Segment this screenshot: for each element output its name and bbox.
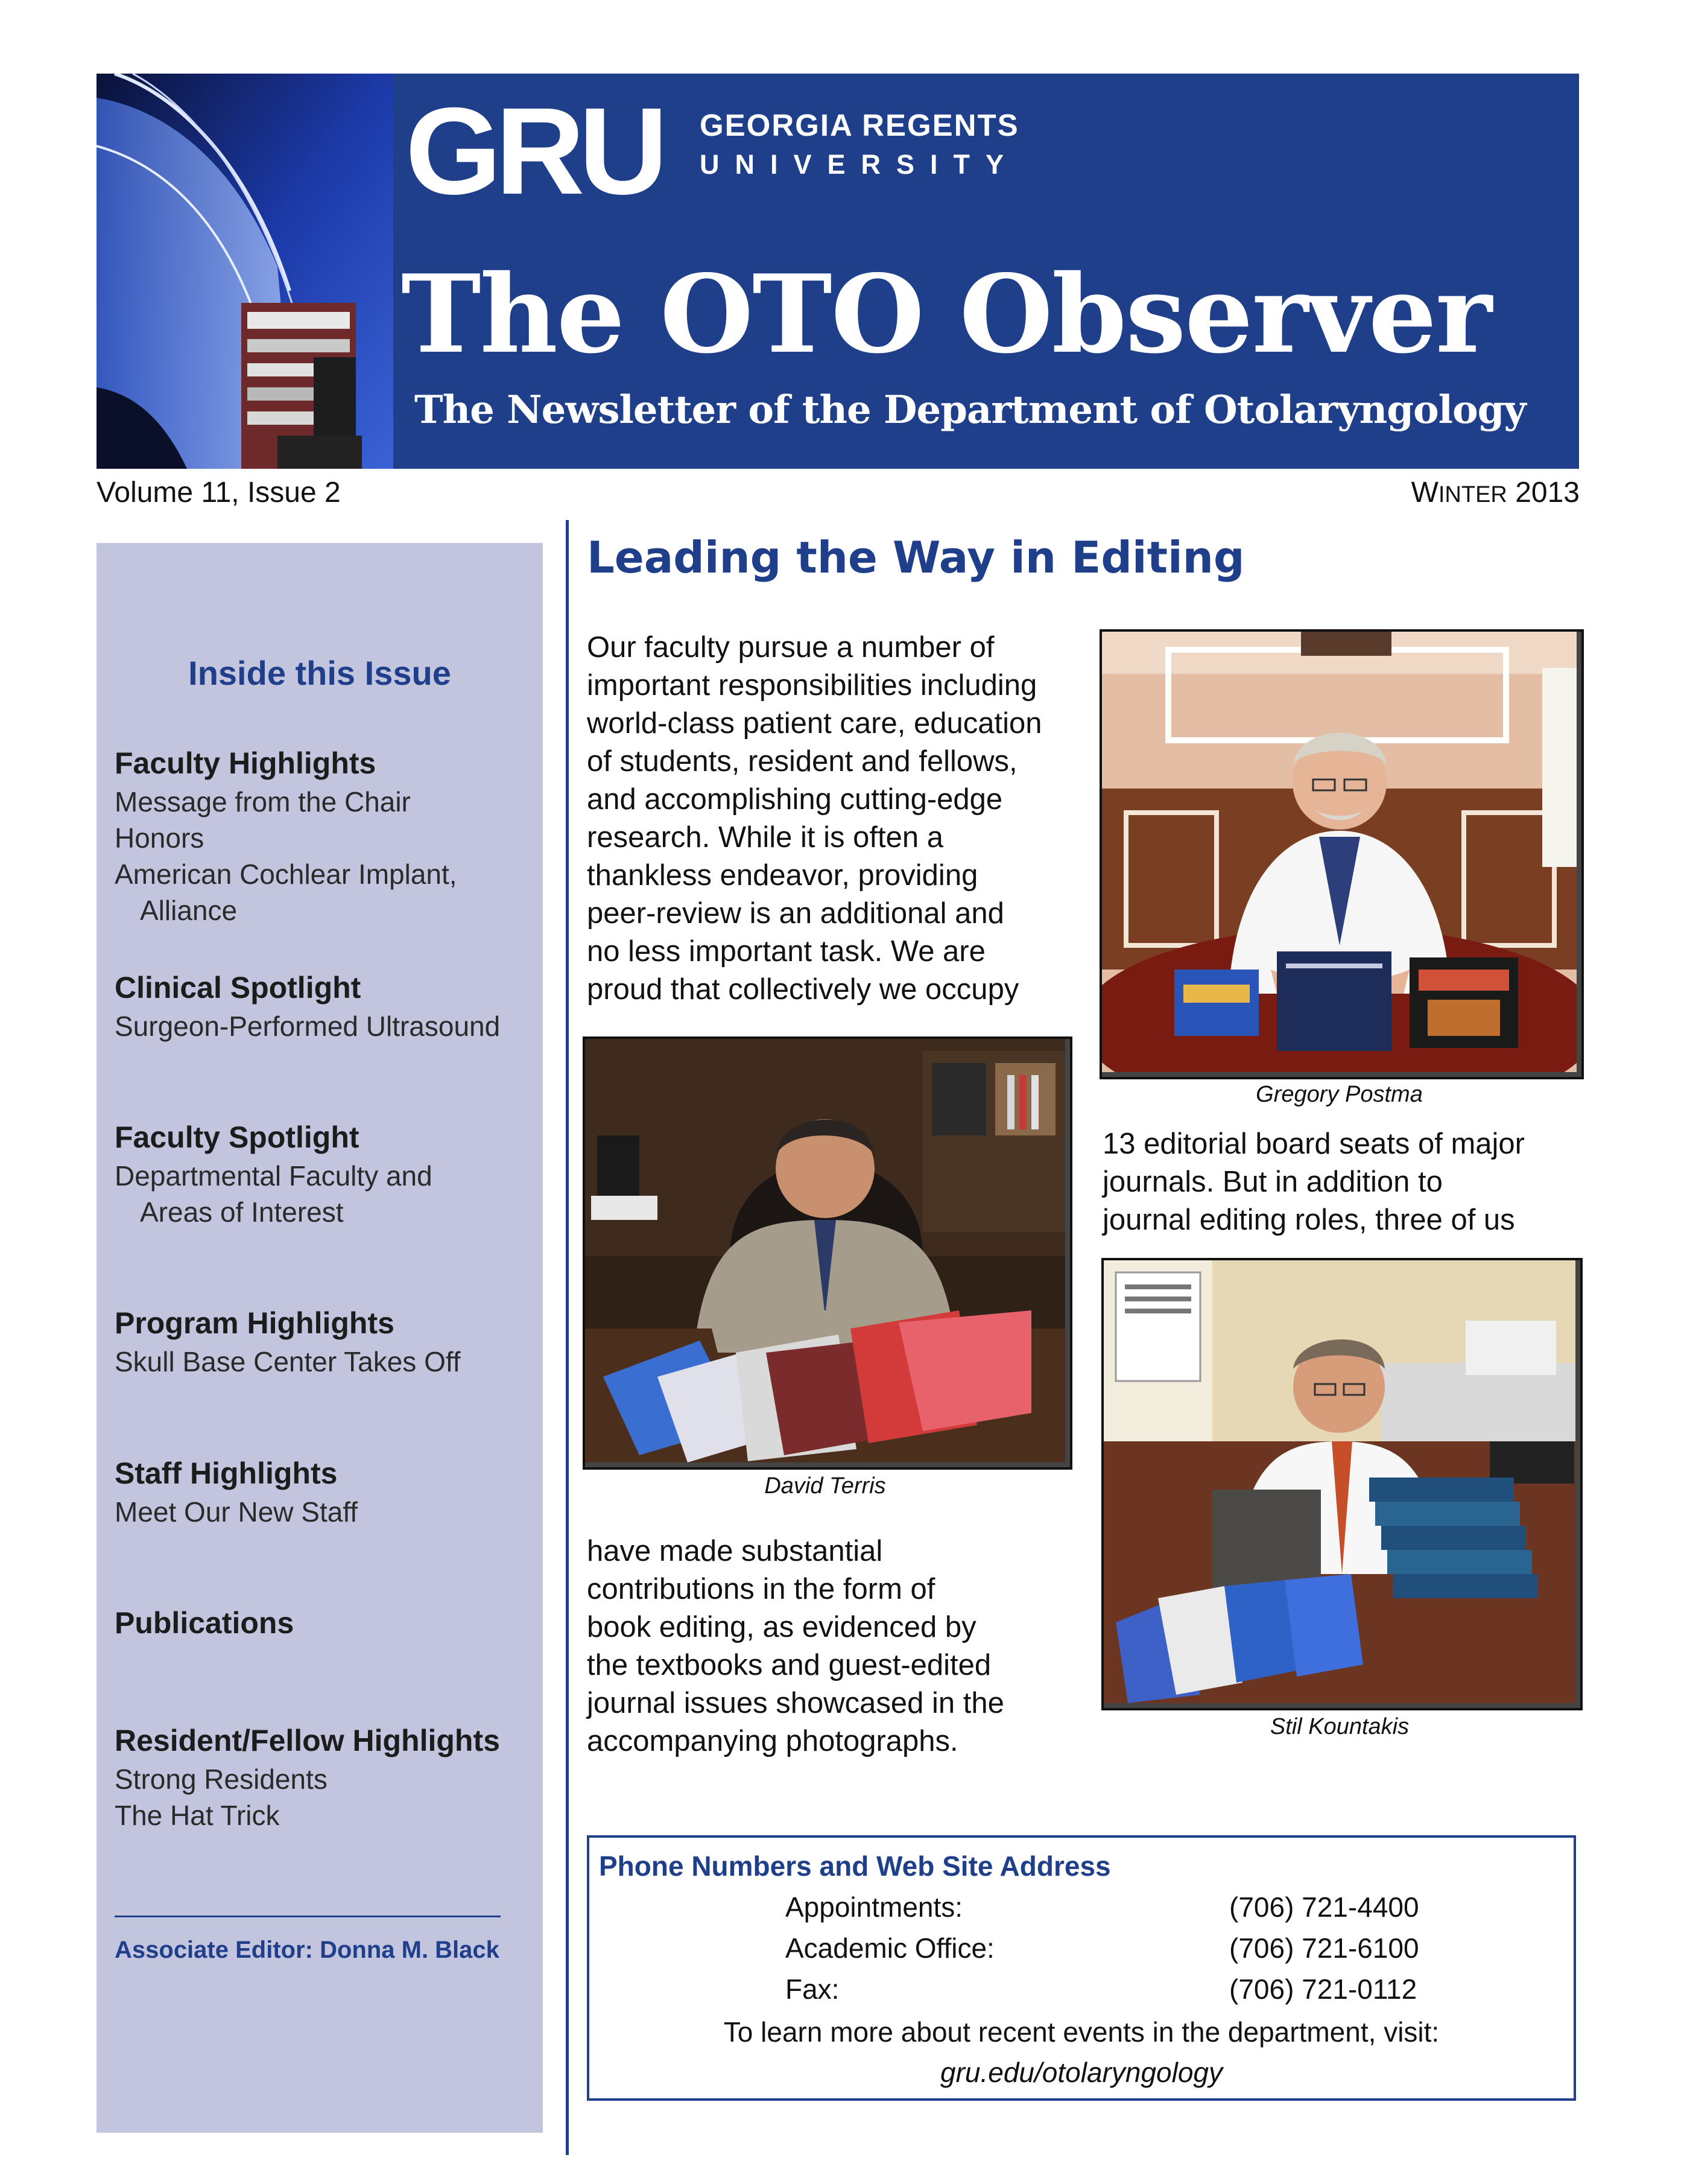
text-line: and accomplishing cutting-edge: [587, 783, 1003, 816]
toc-item[interactable]: Surgeon-Performed Ultrasound: [115, 1011, 501, 1042]
photo-stil-kountakis: [1101, 1258, 1583, 1710]
newsletter-title: The OTO Observer: [401, 251, 1491, 377]
text-line: journals. But in addition to: [1103, 1166, 1443, 1198]
photo-david-terris: [583, 1036, 1072, 1470]
toc-item[interactable]: Strong Residents: [115, 1763, 328, 1795]
toc-item[interactable]: Message from the Chair: [115, 786, 411, 817]
column-divider: [566, 520, 569, 2155]
toc-heading-resident-fellow-highlights[interactable]: Resident/Fellow Highlights: [115, 1724, 500, 1757]
article-paragraph-2: [1103, 1125, 1525, 1239]
toc-heading-faculty-highlights[interactable]: Faculty Highlights: [115, 746, 376, 780]
text-line: accompanying photographs.: [587, 1725, 958, 1757]
text-line: journal issues showcased in the: [587, 1687, 1004, 1719]
toc-heading-publications[interactable]: Publications: [115, 1606, 294, 1640]
text-line: peer-review is an additional and: [587, 897, 1004, 930]
building-photo: [97, 74, 393, 469]
department-website-link[interactable]: gru.edu/otolaryngology: [940, 2057, 1223, 2088]
text-line: book editing, as evidenced by: [587, 1611, 976, 1643]
text-line: Our faculty pursue a number of: [587, 631, 995, 664]
photo-gregory-postma: [1100, 629, 1584, 1079]
newsletter-subtitle: The Newsletter of the Department of Otolaryngology: [414, 387, 1526, 433]
logo-line-georgia-regents: GEORGIA REGENTS: [700, 108, 1019, 142]
text-line: proud that collectively we occupy: [587, 973, 1019, 1006]
toc-heading-faculty-spotlight[interactable]: Faculty Spotlight: [115, 1120, 359, 1154]
toc-heading-clinical-spotlight[interactable]: Clinical Spotlight: [115, 971, 361, 1005]
contact-number-appointments[interactable]: (706) 721-4400: [1229, 1891, 1419, 1923]
volume-issue: Volume 11, Issue 2: [97, 477, 341, 509]
text-line: have made substantial: [587, 1535, 883, 1567]
toc-item[interactable]: Departmental Faculty and: [115, 1160, 432, 1192]
text-line: no less important task. We are: [587, 935, 986, 968]
toc-item[interactable]: Areas of Interest: [140, 1196, 344, 1228]
contact-label-academic-office: Academic Office:: [785, 1932, 995, 1964]
text-line: important responsibilities including: [587, 669, 1037, 702]
text-line: journal editing roles, three of us: [1103, 1204, 1515, 1236]
caption-david-terris: David Terris: [764, 1473, 886, 1499]
text-line: research. While it is often a: [587, 821, 943, 854]
gru-logo-mark: GRU: [405, 82, 662, 220]
caption-gregory-postma: Gregory Postma: [1256, 1082, 1423, 1107]
contact-number-fax[interactable]: (706) 721-0112: [1229, 1973, 1417, 2005]
contact-title: Phone Numbers and Web Site Address: [599, 1850, 1111, 1882]
logo-line-university: UNIVERSITY: [700, 149, 1020, 180]
season-year: 2013: [1507, 477, 1580, 509]
toc-item[interactable]: Alliance: [140, 895, 238, 926]
contact-label-fax: Fax:: [785, 1973, 840, 2005]
caption-stil-kountakis: Stil Kountakis: [1270, 1714, 1410, 1739]
inside-issue-title: Inside this Issue: [188, 654, 451, 692]
contact-label-appointments: Appointments:: [785, 1891, 963, 1923]
sidebar-rule: [115, 1916, 501, 1917]
text-line: thankless endeavor, providing: [587, 859, 978, 892]
season-initial: W: [1411, 477, 1439, 509]
article-title: Leading the Way in Editing: [587, 532, 1245, 583]
associate-editor: Associate Editor: Donna M. Black: [115, 1937, 499, 1963]
article-paragraph-1: [587, 629, 1042, 1009]
toc-item[interactable]: The Hat Trick: [115, 1800, 280, 1831]
article-paragraph-3: [587, 1532, 1004, 1760]
text-line: contributions in the form of: [587, 1573, 935, 1605]
toc-heading-program-highlights[interactable]: Program Highlights: [115, 1306, 394, 1340]
text-line: 13 editorial board seats of major: [1103, 1128, 1525, 1160]
toc-item[interactable]: Skull Base Center Takes Off: [115, 1346, 461, 1377]
text-line: world-class patient care, education: [587, 707, 1042, 740]
contact-number-academic-office[interactable]: (706) 721-6100: [1229, 1932, 1419, 1964]
toc-item[interactable]: Honors: [115, 822, 204, 854]
text-line: the textbooks and guest-edited: [587, 1649, 992, 1681]
toc-heading-staff-highlights[interactable]: Staff Highlights: [115, 1456, 338, 1490]
contact-note: To learn more about recent events in the department, visit:: [723, 2016, 1440, 2048]
text-line: of students, resident and fellows,: [587, 745, 1018, 778]
toc-item[interactable]: American Cochlear Implant,: [115, 859, 457, 890]
issue-season: [1411, 478, 1580, 507]
season-rest: INTER: [1438, 482, 1507, 507]
toc-item[interactable]: Meet Our New Staff: [115, 1496, 358, 1528]
